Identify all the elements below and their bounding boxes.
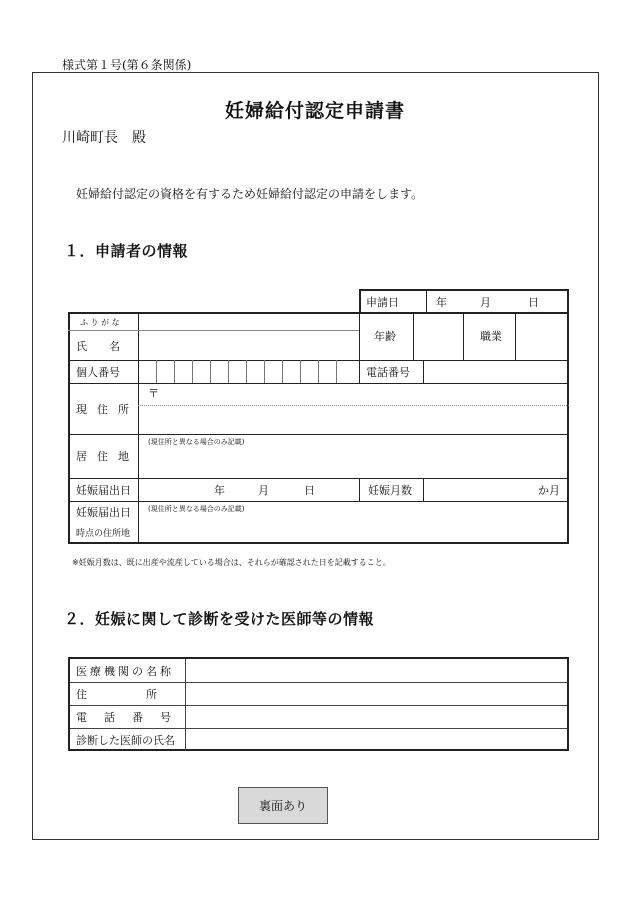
postal-mark: 〒 bbox=[148, 387, 159, 400]
institution-phone-label: 電 話 番 号 bbox=[70, 705, 186, 728]
individual-number-label: 個人番号 bbox=[76, 365, 120, 379]
addressee: 川崎町長 殿 bbox=[62, 130, 146, 146]
report-address-label-1: 妊娠届出日 bbox=[76, 506, 131, 519]
pregnancy-months-label: 妊娠月数 bbox=[368, 483, 412, 497]
table-row bbox=[70, 659, 567, 683]
institution-address-label: 住 所 bbox=[70, 682, 186, 705]
age-label: 年齢 bbox=[374, 330, 396, 343]
application-date-day: 日 bbox=[528, 295, 539, 309]
report-date-month: 月 bbox=[258, 483, 269, 497]
application-date-label: 申請日 bbox=[366, 295, 399, 309]
intro-text: 妊婦給付認定の資格を有するため妊婦給付認定の申請をします。 bbox=[76, 187, 424, 201]
table-row bbox=[70, 728, 567, 751]
report-date-year: 年 bbox=[214, 483, 225, 497]
name-label: 氏 名 bbox=[76, 340, 120, 353]
applicant-table bbox=[68, 289, 569, 544]
furigana-label: ふ り が な bbox=[80, 317, 120, 327]
report-address-label-2: 時点の住所地 bbox=[76, 528, 131, 539]
report-address-note: (現住所と異なる場合のみ記載) bbox=[148, 505, 245, 513]
report-date-day: 日 bbox=[304, 483, 315, 497]
footnote: ※妊娠月数は、既に出産や流産している場合は、それらが確認された日を記載すること。 bbox=[72, 558, 391, 567]
doctor-name-label: 診断した医師の氏名 bbox=[70, 728, 186, 751]
occupation-label: 職業 bbox=[480, 330, 502, 343]
page-title: 妊婦給付認定申請書 bbox=[224, 100, 405, 122]
table-row bbox=[70, 682, 567, 706]
section1-heading: １．申請者の情報 bbox=[64, 242, 189, 260]
application-date-year: 年 bbox=[436, 295, 447, 309]
residence-note: (現住所と異なる場合のみ記載) bbox=[148, 438, 245, 446]
current-address-label: 現住所 bbox=[76, 402, 139, 416]
application-date-month: 月 bbox=[480, 295, 491, 309]
months-unit: か月 bbox=[538, 483, 560, 497]
back-side-button[interactable]: 裏面あり bbox=[238, 787, 328, 824]
doctor-table bbox=[68, 657, 569, 751]
section2-heading: ２．妊娠に関して診断を受けた医師等の情報 bbox=[64, 610, 375, 628]
residence-label: 居住地 bbox=[76, 450, 139, 463]
form-number: 様式第１号(第６条関係) bbox=[62, 58, 192, 72]
medical-institution-label: 医療機関の名称 bbox=[70, 659, 186, 682]
phone-label: 電話番号 bbox=[366, 365, 410, 379]
pregnancy-report-date-label: 妊娠届出日 bbox=[76, 483, 131, 497]
individual-number-boxes bbox=[138, 360, 359, 383]
table-row bbox=[70, 705, 567, 729]
